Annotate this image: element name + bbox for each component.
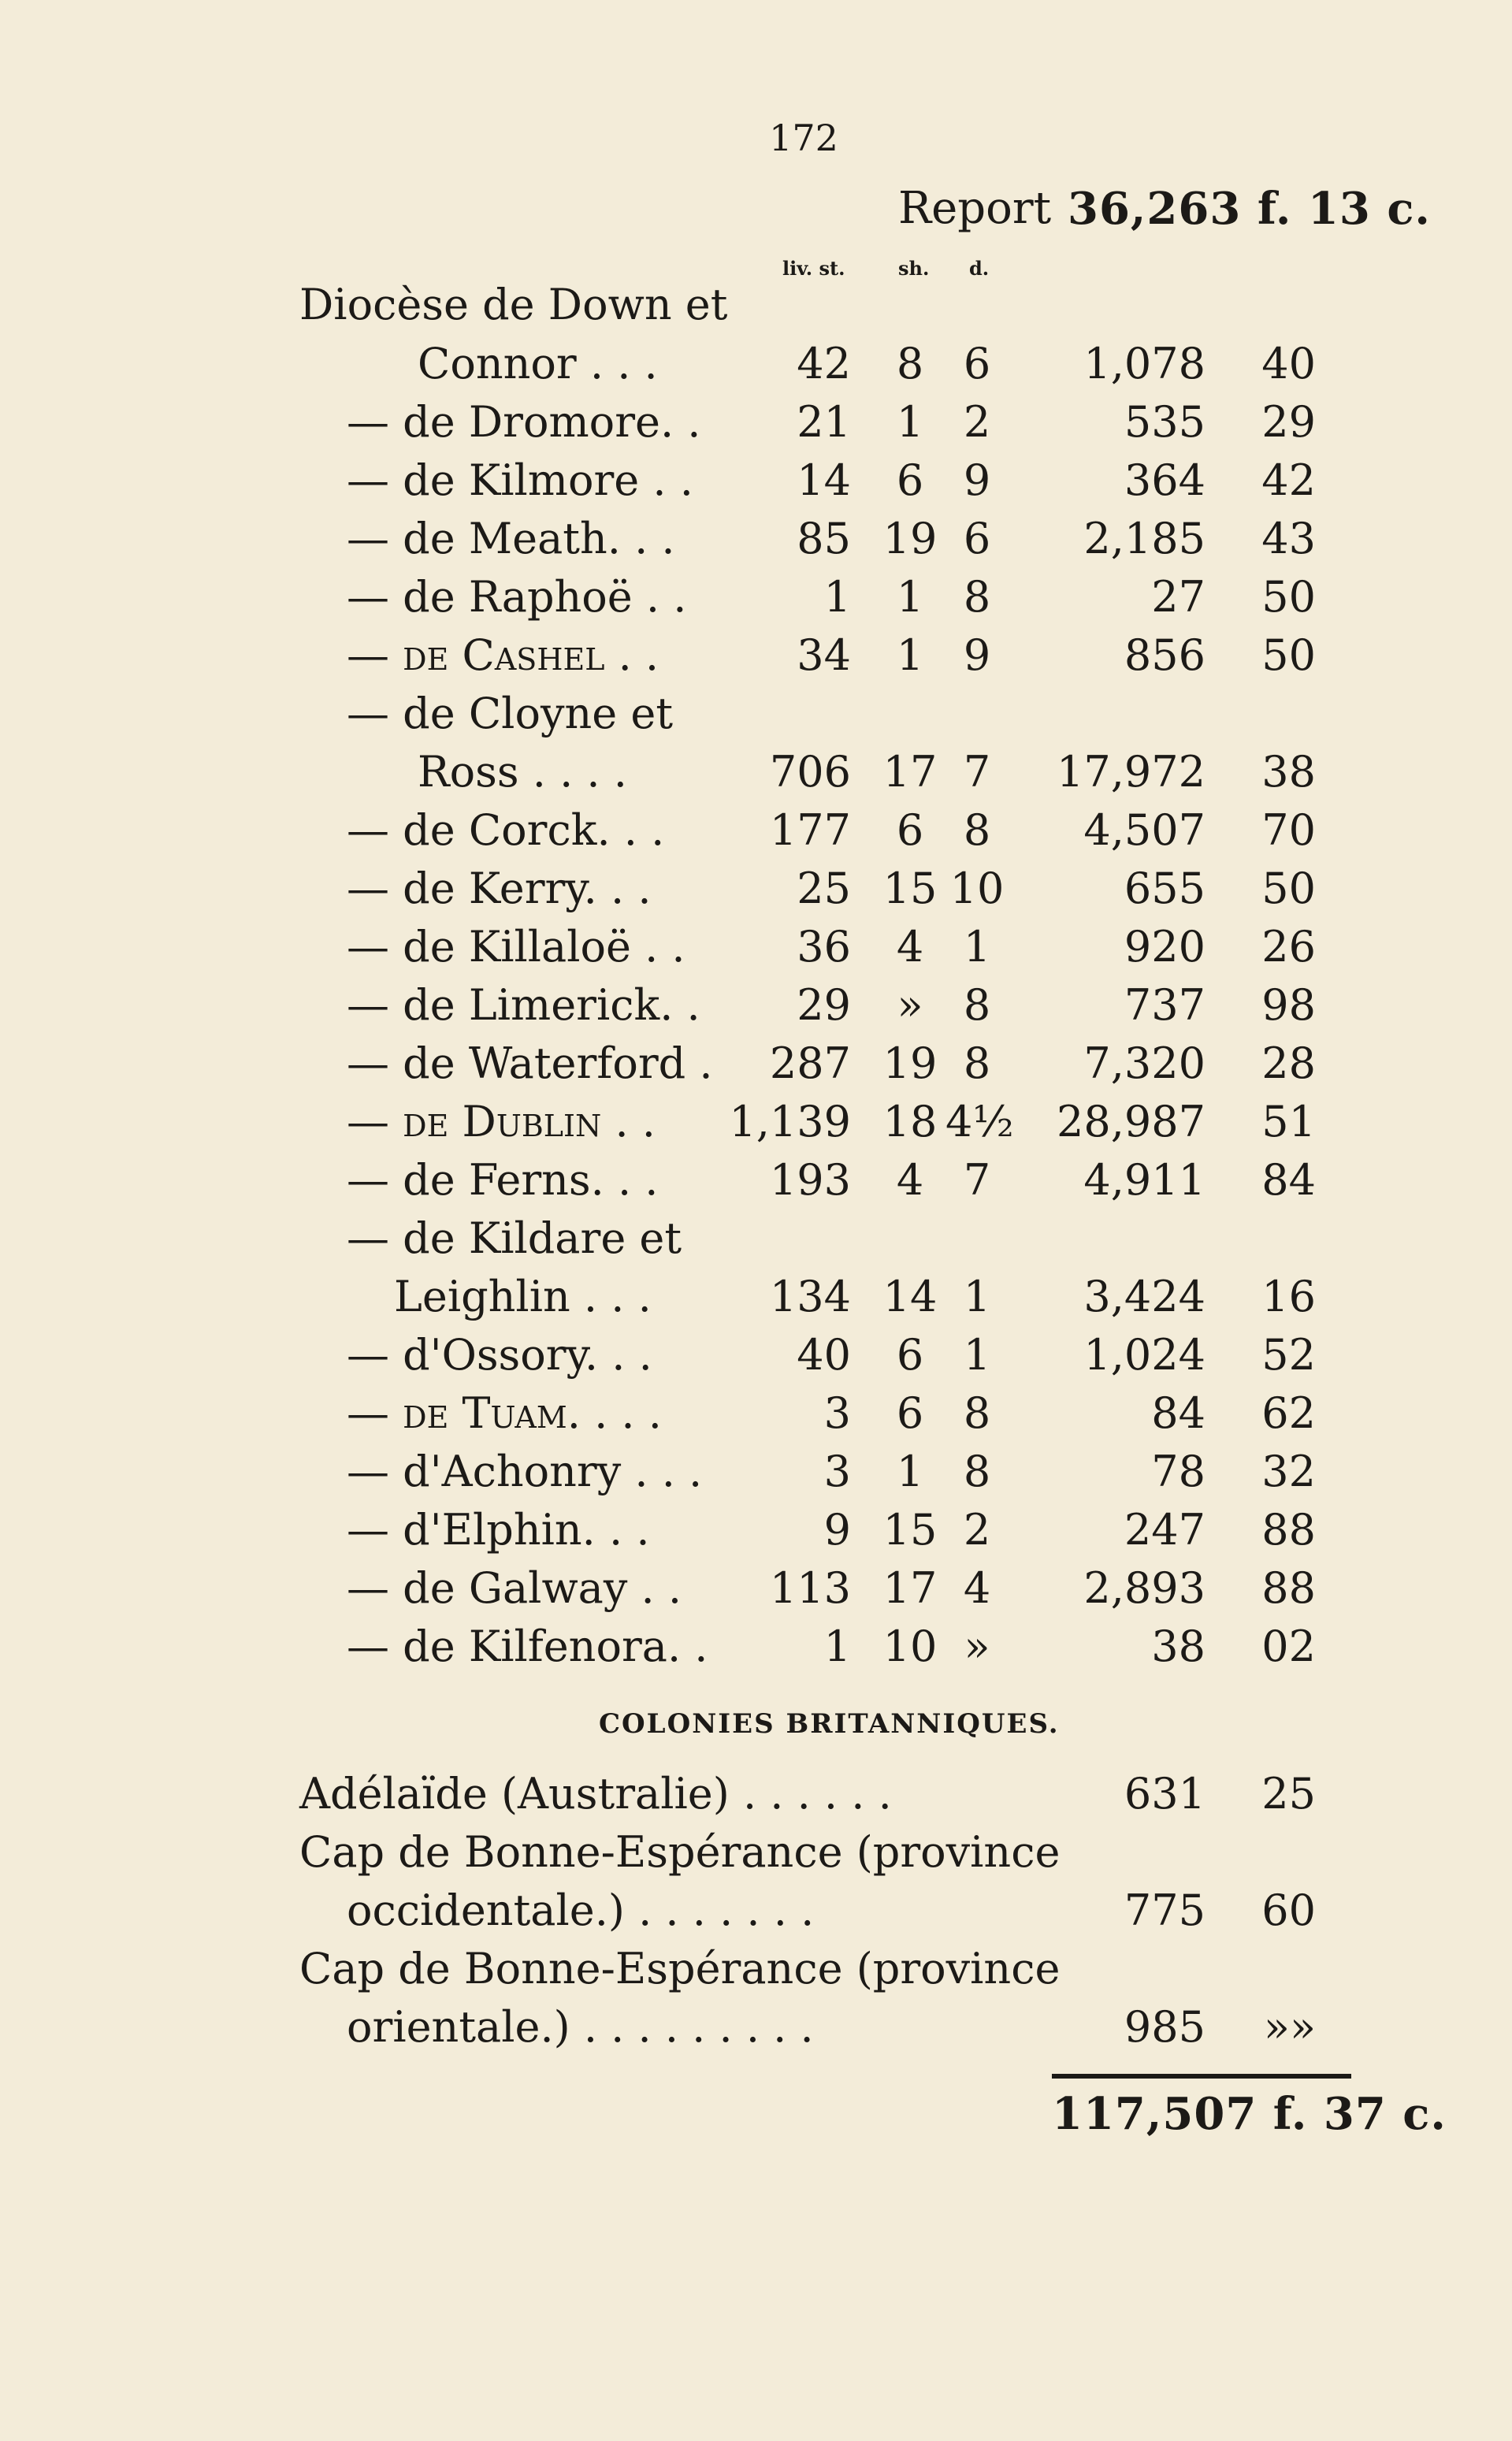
table-row: — de Corck. . . 177 6 8 4,507 70 — [347, 805, 1316, 855]
colony-row: Cap de Bonne-Espérance (province — [299, 1944, 1061, 1993]
table-row: — d'Elphin. . . 9 15 2 247 88 — [347, 1505, 1316, 1555]
total-rule — [1052, 2074, 1351, 2079]
page-number: 172 — [769, 117, 838, 159]
table-row: — d'Ossory. . . 40 6 1 1,024 52 — [347, 1330, 1316, 1380]
table-row: — d'Achonry . . . 3 1 8 78 32 — [347, 1447, 1316, 1496]
unit-d-header: d. — [969, 257, 990, 280]
colony-row: orientale.) . . . . . . . . . 985 »» — [347, 2002, 1316, 2052]
table-row: Ross . . . . 706 17 7 17,972 38 — [418, 747, 1316, 797]
report-label: Report — [898, 183, 1052, 234]
table-row: — de Dublin . . 1,139 18 4½ 28,987 51 — [347, 1097, 1316, 1146]
table-row: — de Raphoë . . 1 1 8 27 50 — [347, 572, 1316, 622]
header-label: Diocèse de Down et — [299, 280, 728, 329]
table-row: Connor . . . 42 8 6 1,078 40 — [418, 339, 1316, 388]
table-row: — de Cloyne et — [347, 689, 674, 738]
table-row: — de Cashel . . 34 1 9 856 50 — [347, 630, 1316, 680]
report-value: 36,263 f. 13 c. — [1068, 183, 1431, 235]
unit-sh-header: sh. — [898, 257, 930, 280]
table-row: — de Killaloë . . 36 4 1 920 26 — [347, 922, 1316, 972]
table-row: — de Kilmore . . 14 6 9 364 42 — [347, 455, 1316, 505]
colony-row: occidentale.) . . . . . . . 775 60 — [347, 1886, 1316, 1935]
section-title: COLONIES BRITANNIQUES. — [599, 1708, 1060, 1740]
unit-liv-header: liv. st. — [782, 257, 845, 280]
table-row: — de Kerry. . . 25 15 10 655 50 — [347, 864, 1316, 913]
colony-row: Adélaïde (Australie) . . . . . . 631 25 — [299, 1769, 1316, 1819]
table-row: — de Ferns. . . 193 4 7 4,911 84 — [347, 1155, 1316, 1205]
table-row: — de Tuam. . . . 3 6 8 84 62 — [347, 1388, 1316, 1438]
grand-total: 117,507 f. 37 c. — [1052, 2088, 1447, 2140]
header-row — [0, 276, 1512, 334]
table-row: — de Kildare et — [347, 1213, 682, 1263]
table-row: — de Waterford . 287 19 8 7,320 28 — [347, 1038, 1316, 1088]
table-row: — de Limerick. . 29 » 8 737 98 — [347, 980, 1316, 1030]
table-row: — de Kilfenora. . 1 10 » 38 02 — [347, 1622, 1316, 1671]
table-row: — de Meath. . . 85 19 6 2,185 43 — [347, 514, 1316, 563]
table-row: Leighlin . . . 134 14 1 3,424 16 — [394, 1272, 1316, 1321]
colony-row: Cap de Bonne-Espérance (province — [299, 1827, 1061, 1877]
table-row: — de Dromore. . 21 1 2 535 29 — [347, 397, 1316, 447]
table-row: — de Galway . . 113 17 4 2,893 88 — [347, 1563, 1316, 1613]
